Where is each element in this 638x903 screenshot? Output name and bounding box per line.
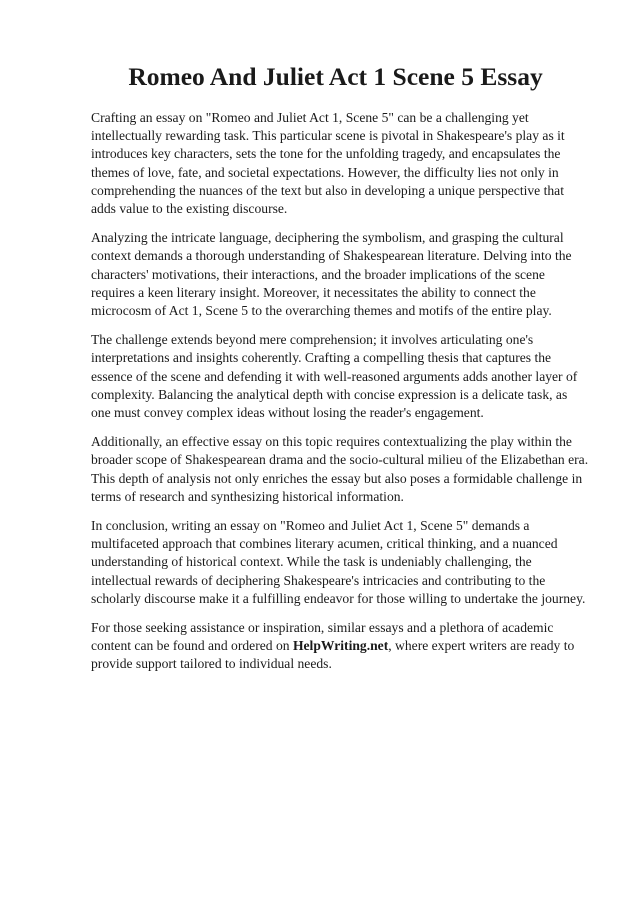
page-title: Romeo And Juliet Act 1 Scene 5 Essay [128, 62, 543, 91]
closing-text-before-link: For those seeking assistance or inspiration, similar essays and a plethora of academic content can be found and ordered on [91, 620, 554, 654]
paragraph-context: Additionally, an effective essay on this topic requires contextualizing the play within the broader scope of Shakespearean drama and the socio-cultural milieu of the Elizabethan era. This depth of analysis not only enriches the essay but also poses a formidable challenge in terms of research and synthesizing historical information. [91, 434, 589, 504]
helpwriting-link[interactable]: HelpWriting.net [292, 638, 389, 654]
paragraph-closing [91, 619, 590, 674]
paragraph-intro: Crafting an essay on "Romeo and Juliet Act 1, Scene 5" can be a challenging yet intellectually rewarding task. This particular scene is pivotal in Shakespeare's play as it introduces key characters, sets the tone for the unfolding tragedy, and encapsulates the themes of love, fate, and societal expectations. However, the difficulty lies not only in comprehending the nuances of the text but also in developing a unique perspective that adds value to the existing discourse. [91, 110, 565, 217]
paragraph-conclusion: In conclusion, writing an essay on "Romeo and Juliet Act 1, Scene 5" demands a multifaceted approach that combines literary acumen, critical thinking, and a nuanced understanding of historical context. While the task is undeniably challenging, the intellectual rewards of deciphering Shakespeare's intricacies and contributing to the scholarly discourse make it a fulfilling endeavor for those willing to undertake the journey. [91, 518, 586, 606]
paragraph-analysis: Analyzing the intricate language, deciphering the symbolism, and grasping the cultural context demands a thorough understanding of Shakespearean literature. Delving into the characters' motivations, their interactions, and the broader implications of the scene requires a keen literary insight. Moreover, it necessitates the ability to connect the microcosm of Act 1, Scene 5 to the overarching themes and motifs of the entire play. [91, 230, 572, 319]
paragraph-challenge: The challenge extends beyond mere comprehension; it involves articulating one's interpretations and insights coherently. Crafting a compelling thesis that captures the essence of the scene and defending it with well-reasoned arguments adds another layer of complexity. Balancing the analytical depth with concise expression is a delicate task, as one must convey complex ideas without losing the reader's engagement. [91, 332, 578, 421]
closing-text-after-link: , where expert writers are ready to provide support tailored to individual needs. [91, 638, 575, 672]
